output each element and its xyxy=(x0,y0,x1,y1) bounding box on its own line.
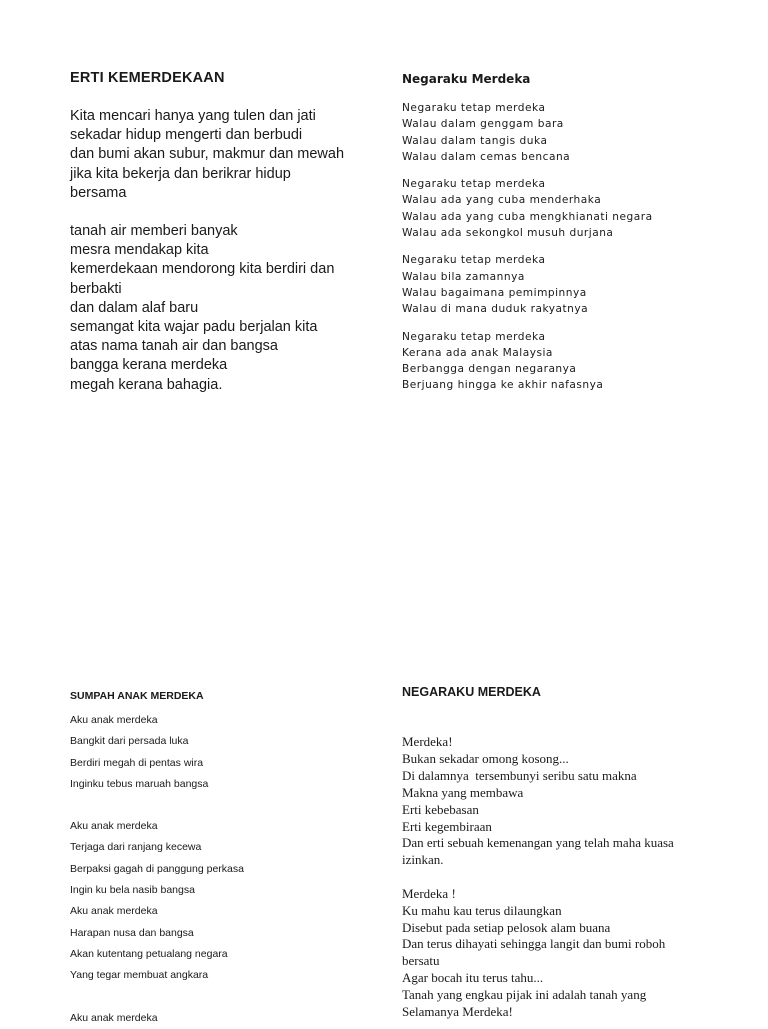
stanza-break xyxy=(70,203,380,222)
poem-line: Agar bocah itu terus tahu... xyxy=(402,970,544,986)
poem-line: Yang tegar membuat angkara xyxy=(70,969,209,982)
poem-title: NEGARAKU MERDEKA xyxy=(402,685,541,699)
poem-line: Selamanya Merdeka! xyxy=(402,1004,513,1020)
poem-line: Aku anak merdeka xyxy=(70,905,158,918)
poem-body xyxy=(402,100,732,394)
poem-body xyxy=(402,734,702,1021)
stanza-break xyxy=(70,795,370,816)
poem-line: Dan erti sebuah kemenangan yang telah maha kuasa xyxy=(402,835,674,851)
poem-line: Makna yang membawa xyxy=(402,784,524,800)
poem-line: Dan terus dihayati sehingga langit dan bumi roboh xyxy=(402,936,666,952)
poem-line: dan dalam alaf baru xyxy=(70,299,199,316)
poem-line: Walau dalam cemas bencana xyxy=(402,150,571,163)
poem-line: kemerdekaan mendorong kita berdiri dan xyxy=(70,261,335,278)
poem-body xyxy=(70,107,380,395)
poem-line: berbakti xyxy=(70,280,122,297)
poem-line: Walau bila zamannya xyxy=(402,270,525,283)
poem-line: dan bumi akan subur, makmur dan mewah xyxy=(70,146,345,163)
poem-line: Walau di mana duduk rakyatnya xyxy=(402,303,589,316)
poem-line: Walau dalam tangis duka xyxy=(402,134,548,147)
poem-line: Negaraku tetap merdeka xyxy=(402,102,546,114)
poem-line: mesra mendakap kita xyxy=(70,242,209,259)
poem-line: Kita mencari hanya yang tulen dan jati xyxy=(70,108,316,124)
poem-line: atas nama tanah air dan bangsa xyxy=(70,338,278,355)
stanza-break xyxy=(402,318,732,329)
poem-line: Walau ada sekongkol musuh durjana xyxy=(402,227,614,240)
poem-line: Berpaksi gagah di panggung perkasa xyxy=(70,862,244,875)
poem-line: Negaraku tetap merdeka xyxy=(402,330,546,343)
poem-sumpah-anak-merdeka xyxy=(70,689,370,1029)
poem-line: Berdiri megah di pentas wira xyxy=(70,756,204,769)
poem-line: Ingin ku bela nasib bangsa xyxy=(70,884,195,897)
poem-line: Walau bagaimana pemimpinnya xyxy=(402,286,587,299)
poem-line: izinkan. xyxy=(402,852,444,868)
poem-line: Aku anak merdeka xyxy=(70,820,158,833)
poem-line: Bangkit dari persada luka xyxy=(70,735,189,748)
stanza-break xyxy=(402,165,732,176)
poem-erti-kemerdekaan xyxy=(70,69,380,395)
stanza-break xyxy=(402,241,732,252)
stanza-break xyxy=(402,869,702,886)
poem-line: Walau ada yang cuba mengkhianati negara xyxy=(402,210,653,223)
poem-title: Negaraku Merdeka xyxy=(402,72,531,86)
poem-line: Disebut pada setiap pelosok alam buana xyxy=(402,919,611,935)
poem-line: tanah air memberi banyak xyxy=(70,223,238,240)
poem-body xyxy=(70,710,370,1029)
poem-line: Akan kutentang petualang negara xyxy=(70,947,228,960)
poem-line: bersatu xyxy=(402,953,440,969)
poem-negaraku-merdeka-serif xyxy=(402,684,702,1021)
poem-line: Terjaga dari ranjang kecewa xyxy=(70,841,202,854)
poem-line: Aku anak merdeka xyxy=(70,714,158,726)
poem-line: Ku mahu kau terus dilaungkan xyxy=(402,902,562,918)
poem-line: Bukan sekadar omong kosong... xyxy=(402,750,569,766)
poem-line: bangga kerana merdeka xyxy=(70,357,228,374)
poem-line: Kerana ada anak Malaysia xyxy=(402,346,553,359)
poem-line: Negaraku tetap merdeka xyxy=(402,178,546,191)
poem-line: Walau dalam genggam bara xyxy=(402,118,564,131)
poem-title: ERTI KEMERDEKAAN xyxy=(70,70,225,86)
poem-line: bersama xyxy=(70,184,127,201)
poem-line: Walau ada yang cuba menderhaka xyxy=(402,194,602,207)
poem-line: Negaraku tetap merdeka xyxy=(402,254,546,267)
poem-line: Merdeka! xyxy=(402,734,453,749)
poem-line: Merdeka ! xyxy=(402,885,456,901)
poem-line: Aku anak merdeka xyxy=(70,1011,158,1024)
poem-line: Berbangga dengan negaranya xyxy=(402,363,577,376)
poem-line: Berjuang hingga ke akhir nafasnya xyxy=(402,379,604,392)
poem-line: Inginku tebus maruah bangsa xyxy=(70,777,209,790)
poem-line: Tanah yang engkau pijak ini adalah tanah yang xyxy=(402,987,647,1003)
poem-line: Erti kegembiraan xyxy=(402,818,492,834)
poem-line: sekadar hidup mengerti dan berbudi xyxy=(70,127,303,144)
poem-negaraku-merdeka-handwritten xyxy=(402,71,732,394)
poem-title: SUMPAH ANAK MERDEKA xyxy=(70,690,204,702)
poem-line: Di dalamnya tersembunyi seribu satu makna xyxy=(402,767,637,783)
poem-line: Harapan nusa dan bangsa xyxy=(70,926,194,939)
poem-line: semangat kita wajar padu berjalan kita xyxy=(70,319,318,336)
poem-line: megah kerana bahagia. xyxy=(70,376,223,393)
poem-line: jika kita bekerja dan berikrar hidup xyxy=(70,165,291,182)
stanza-break xyxy=(70,987,370,1008)
poem-line: Erti kebebasan xyxy=(402,801,479,817)
